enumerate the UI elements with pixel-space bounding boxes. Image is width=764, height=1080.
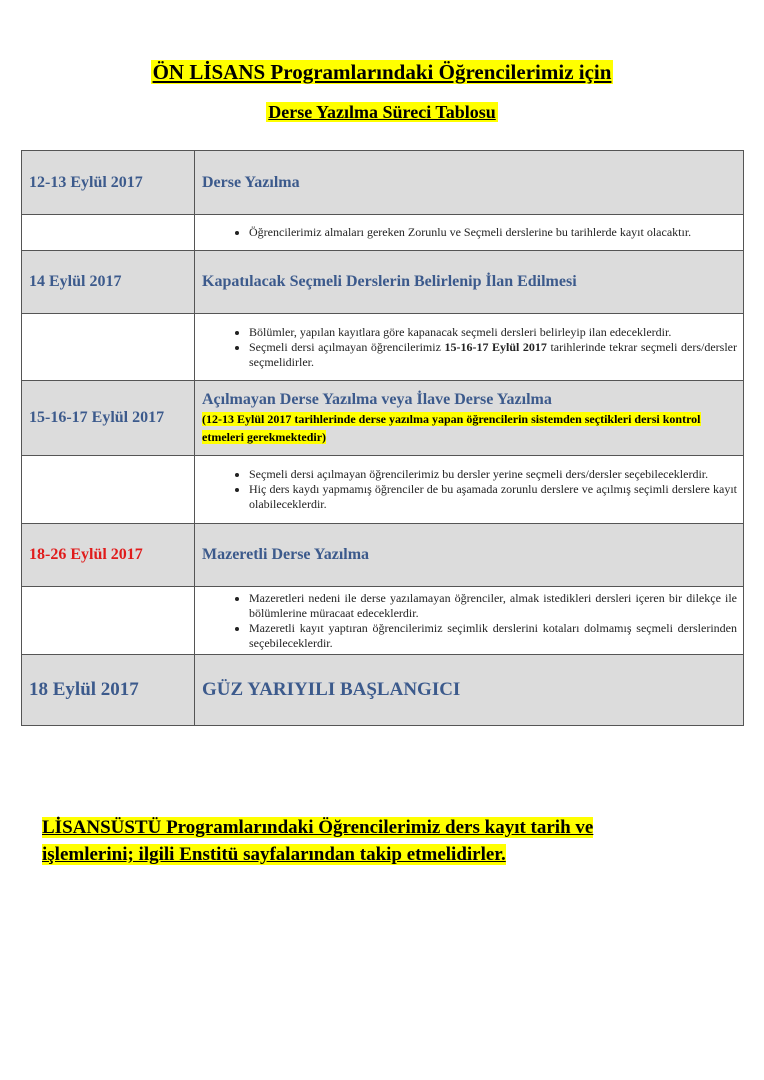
row-note: (12-13 Eylül 2017 tarihlerinde derse yazılma yapan öğrencilerin sistemden seçtikleri dersi kontrol etmeleri gerekmektedir) [202, 411, 701, 444]
schedule-detail-row [22, 456, 744, 524]
bullet-list [195, 467, 743, 512]
row-date: 18 Eylül 2017 [29, 679, 139, 700]
schedule-header-row [22, 151, 744, 215]
footer-note: LİSANSÜSTÜ Programlarındaki Öğrencilerimiz ders kayıt tarih ve işlemlerini; ilgili Enstitü sayfalarından takip etmelidirler. [42, 817, 594, 865]
bullet-list [195, 225, 743, 240]
row-date: 15-16-17 Eylül 2017 [29, 409, 165, 426]
document-subtitle: Derse Yazılma Süreci Tablosu [268, 102, 496, 122]
bullet-item: • Öğrencilerimiz almaları gereken Zorunlu ve Seçmeli derslerine bu tarihlerde kayıt olacaktır. [249, 225, 737, 240]
schedule-header-row [22, 381, 744, 456]
schedule-header-row [22, 524, 744, 587]
row-date: 12-13 Eylül 2017 [29, 173, 143, 191]
schedule-header-row [22, 251, 744, 314]
empty-cell [22, 456, 195, 524]
row-phase: Derse Yazılma [202, 173, 300, 191]
row-date: 14 Eylül 2017 [29, 273, 122, 290]
bullet-item: • Mazeretli kayıt yaptıran öğrencilerimiz seçimlik derslerini kotaları dolmamış seçmeli derslerinden seçebileceklerdir. [249, 621, 737, 651]
empty-cell [22, 587, 195, 655]
row-phase: Mazeretli Derse Yazılma [202, 546, 370, 563]
bullet-item: • Mazeretleri nedeni ile derse yazılamayan öğrenciler, almak istedikleri dersleri içeren bir dilekçe ile bölümlerine müracaat edeceklerdir. [249, 591, 737, 621]
document-title: ÖN LİSANS Programlarındaki Öğrencilerimiz için [152, 60, 612, 84]
schedule-detail-row [22, 314, 744, 381]
schedule-header-row [22, 655, 744, 726]
bullet-item: • Seçmeli dersi açılmayan öğrencilerimiz bu dersler yerine seçmeli ders/dersler seçebileceklerdir. [249, 467, 737, 482]
empty-cell [22, 215, 195, 251]
bullet-item: • Hiç ders kaydı yapmamış öğrenciler de bu aşamada zorunlu derslere ve açılmış seçimli derslere kayıt olabileceklerdir. [249, 482, 737, 512]
empty-cell [22, 314, 195, 381]
row-phase: Kapatılacak Seçmeli Derslerin Belirlenip İlan Edilmesi [202, 273, 577, 290]
schedule-table [21, 150, 744, 726]
bullet-list [195, 591, 743, 651]
row-date: 18-26 Eylül 2017 [29, 546, 143, 563]
bullet-item: • Seçmeli dersi açılmayan öğrencilerimiz 15-16-17 Eylül 2017 tarihlerinde tekrar seçmeli ders/dersler seçmelidirler. [249, 340, 737, 370]
bullet-item: • Bölümler, yapılan kayıtlara göre kapanacak seçmeli dersleri belirleyip ilan edeceklerdir. [249, 325, 737, 340]
bullet-list [195, 325, 743, 370]
schedule-detail-row [22, 215, 744, 251]
schedule-detail-row [22, 587, 744, 655]
row-phase: GÜZ YARIYILI BAŞLANGICI [202, 679, 461, 700]
row-phase: Açılmayan Derse Yazılma veya İlave Derse Yazılma [202, 390, 552, 408]
